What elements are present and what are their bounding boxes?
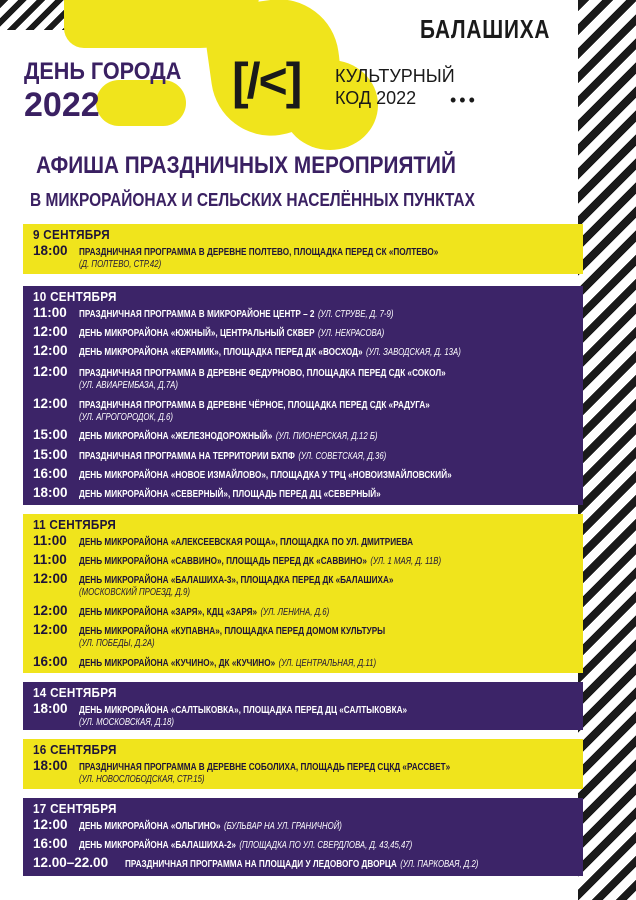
event-description: ДЕНЬ МИКРОРАЙОНА «ОЛЬГИНО»: [79, 820, 221, 832]
day-block: [23, 798, 583, 876]
poster-subtitle: В МИКРОРАЙОНАХ И СЕЛЬСКИХ НАСЕЛЁННЫХ ПУНКТАХ: [30, 190, 475, 210]
event-description: ДЕНЬ МИКРОРАЙОНА «НОВОЕ ИЗМАЙЛОВО», ПЛОЩАДКА У ТРЦ «НОВОИЗМАЙЛОВСКИЙ»: [79, 469, 452, 481]
day-date: 10 СЕНТЯБРЯ: [33, 289, 117, 304]
event-address: (МОСКОВСКИЙ ПРОЕЗД, Д.9): [79, 587, 190, 598]
event-row: 12:00 ДЕНЬ МИКРОРАЙОНА «ОЛЬГИНО» (БУЛЬВАР НА УЛ. ГРАНИЧНОЙ): [33, 817, 342, 832]
event-address: (УЛ. 1 МАЯ, Д. 11В): [370, 556, 442, 567]
event-description: ПРАЗДНИЧНАЯ ПРОГРАММА В ДЕРЕВНЕ ЧЁРНОЕ, ПЛОЩАДКА ПЕРЕД СДК «РАДУГА»: [79, 399, 430, 411]
day-block: [23, 224, 583, 274]
event-description: ДЕНЬ МИКРОРАЙОНА «ЮЖНЫЙ», ЦЕНТРАЛЬНЫЙ СКВЕР: [79, 327, 315, 339]
yellow-shape: [96, 80, 186, 126]
day-block: [23, 739, 583, 789]
event-description: ДЕНЬ МИКРОРАЙОНА «БАЛАШИХА-3», ПЛОЩАДКА ПЕРЕД ДК «БАЛАШИХА»: [79, 574, 394, 586]
event-row: 18:00 ПРАЗДНИЧНАЯ ПРОГРАММА В ДЕРЕВНЕ СОБОЛИХА, ПЛОЩАДЬ ПЕРЕД СЦКД «РАССВЕТ» (УЛ. НОВОСЛОБОДСКАЯ, СТР.15): [33, 758, 451, 785]
event-description: ДЕНЬ МИКРОРАЙОНА «САЛТЫКОВКА», ПЛОЩАДКА ПЕРЕД ДЦ «САЛТЫКОВКА»: [79, 704, 408, 716]
event-description: ДЕНЬ МИКРОРАЙОНА «БАЛАШИХА-2»: [79, 839, 236, 851]
day-block: [23, 286, 583, 505]
event-address: (УЛ. НОВОСЛОБОДСКАЯ, СТР.15): [79, 774, 205, 785]
event-row: 16:00 ДЕНЬ МИКРОРАЙОНА «КУЧИНО», ДК «КУЧИНО» (УЛ. ЦЕНТРАЛЬНАЯ, Д.11): [33, 654, 377, 669]
event-description: ДЕНЬ МИКРОРАЙОНА «КЕРАМИК», ПЛОЩАДКА ПЕРЕД ДК «ВОСХОД»: [79, 346, 363, 358]
event-description: ПРАЗДНИЧНАЯ ПРОГРАММА НА ПЛОЩАДИ У ЛЕДОВОГО ДВОРЦА: [125, 858, 397, 870]
event-row: 16:00 ДЕНЬ МИКРОРАЙОНА «БАЛАШИХА-2» (ПЛОЩАДКА ПО УЛ. СВЕРДЛОВА, Д. 43,45,47): [33, 836, 413, 851]
day-date: 9 СЕНТЯБРЯ: [33, 227, 110, 242]
event-row: 18:00 ДЕНЬ МИКРОРАЙОНА «СЕВЕРНЫЙ», ПЛОЩАДЬ ПЕРЕД ДЦ «СЕВЕРНЫЙ»: [33, 485, 381, 500]
event-address: (УЛ. ПИОНЕРСКАЯ, Д.12 Б): [275, 431, 378, 442]
event-address: (УЛ. СТРУВЕ, Д. 7-9): [317, 309, 394, 320]
event-address: (УЛ. НЕКРАСОВА): [318, 328, 385, 339]
event-description: ДЕНЬ МИКРОРАЙОНА «ЖЕЛЕЗНОДОРОЖНЫЙ»: [79, 430, 273, 442]
event-description: ДЕНЬ МИКРОРАЙОНА «КУЧИНО», ДК «КУЧИНО»: [79, 657, 276, 669]
event-row: 12:00 ПРАЗДНИЧНАЯ ПРОГРАММА В ДЕРЕВНЕ ЧЁРНОЕ, ПЛОЩАДКА ПЕРЕД СДК «РАДУГА» (УЛ. АГРОГОРОДОК, Д.6): [33, 396, 430, 423]
event-row: 15:00 ПРАЗДНИЧНАЯ ПРОГРАММА НА ТЕРРИТОРИИ БХПФ (УЛ. СОВЕТСКАЯ, Д.36): [33, 447, 387, 462]
event-address: (Д. ПОЛТЕВО, СТР.42): [79, 259, 162, 270]
city-name: БАЛАШИХА: [420, 14, 551, 44]
event-address: (ПЛОЩАДКА ПО УЛ. СВЕРДЛОВА, Д. 43,45,47): [239, 840, 413, 851]
event-address: (УЛ. ЦЕНТРАЛЬНАЯ, Д.11): [278, 658, 377, 669]
event-row: 11:00 ДЕНЬ МИКРОРАЙОНА «АЛЕКСЕЕВСКАЯ РОЩА», ПЛОЩАДКА ПО УЛ. ДМИТРИЕВА: [33, 533, 414, 548]
day-date: 17 СЕНТЯБРЯ: [33, 801, 117, 816]
day-block: [23, 514, 583, 673]
event-description: ДЕНЬ МИКРОРАЙОНА «АЛЕКСЕЕВСКАЯ РОЩА», ПЛОЩАДКА ПО УЛ. ДМИТРИЕВА: [79, 536, 414, 548]
culture-code-logo-icon: [/<]: [232, 53, 301, 109]
event-address: (УЛ. ПАРКОВАЯ, Д.2): [400, 859, 479, 870]
event-row: 12:00 ДЕНЬ МИКРОРАЙОНА «ЮЖНЫЙ», ЦЕНТРАЛЬНЫЙ СКВЕР (УЛ. НЕКРАСОВА): [33, 324, 385, 339]
event-address: (БУЛЬВАР НА УЛ. ГРАНИЧНОЙ): [224, 821, 342, 832]
event-row: 15:00 ДЕНЬ МИКРОРАЙОНА «ЖЕЛЕЗНОДОРОЖНЫЙ» (УЛ. ПИОНЕРСКАЯ, Д.12 Б): [33, 427, 378, 442]
event-row: 11:00 ДЕНЬ МИКРОРАЙОНА «САВВИНО», ПЛОЩАДЬ ПЕРЕД ДК «САВВИНО» (УЛ. 1 МАЯ, Д. 11В): [33, 552, 442, 567]
side-stripes: [578, 0, 636, 900]
logo-dots-icon: •••: [450, 90, 478, 110]
event-address: (УЛ. АВИАРЕМБАЗА, Д.7А): [79, 380, 178, 391]
event-description: ДЕНЬ МИКРОРАЙОНА «СЕВЕРНЫЙ», ПЛОЩАДЬ ПЕРЕД ДЦ «СЕВЕРНЫЙ»: [79, 488, 381, 500]
logo-text-line1: КУЛЬТУРНЫЙ: [335, 66, 455, 86]
event-address: (УЛ. СОВЕТСКАЯ, Д.36): [298, 451, 387, 462]
day-date: 16 СЕНТЯБРЯ: [33, 742, 117, 757]
event-row: 12:00 ДЕНЬ МИКРОРАЙОНА «БАЛАШИХА-3», ПЛОЩАДКА ПЕРЕД ДК «БАЛАШИХА» (МОСКОВСКИЙ ПРОЕЗД, Д.9): [33, 571, 394, 598]
poster-title: АФИША ПРАЗДНИЧНЫХ МЕРОПРИЯТИЙ: [36, 152, 456, 179]
logo-text-line2: КОД 2022: [335, 88, 417, 108]
event-address: (УЛ. МОСКОВСКАЯ, Д.18): [79, 717, 174, 728]
event-row: 11:00 ПРАЗДНИЧНАЯ ПРОГРАММА В МИКРОРАЙОНЕ ЦЕНТР – 2 (УЛ. СТРУВЕ, Д. 7-9): [33, 305, 394, 320]
event-address: (УЛ. ЗАВОДСКАЯ, Д. 13А): [366, 347, 461, 358]
event-row: 18:00 ДЕНЬ МИКРОРАЙОНА «САЛТЫКОВКА», ПЛОЩАДКА ПЕРЕД ДЦ «САЛТЫКОВКА» (УЛ. МОСКОВСКАЯ, Д.18): [33, 701, 408, 728]
event-description: ПРАЗДНИЧНАЯ ПРОГРАММА НА ТЕРРИТОРИИ БХПФ: [79, 450, 295, 462]
event-description: ПРАЗДНИЧНАЯ ПРОГРАММА В ДЕРЕВНЕ ПОЛТЕВО, ПЛОЩАДКА ПЕРЕД СК «ПОЛТЕВО»: [79, 246, 439, 258]
event-row: 12:00 ПРАЗДНИЧНАЯ ПРОГРАММА В ДЕРЕВНЕ ФЕДУРНОВО, ПЛОЩАДКА ПЕРЕД СДК «СОКОЛ» (УЛ. АВИАРЕМБАЗА, Д.7А): [33, 364, 446, 391]
event-row: 12.00–22.00 ПРАЗДНИЧНАЯ ПРОГРАММА НА ПЛОЩАДИ У ЛЕДОВОГО ДВОРЦА (УЛ. ПАРКОВАЯ, Д.2): [33, 855, 479, 870]
day-title: ДЕНЬ ГОРОДА: [24, 58, 182, 85]
day-date: 14 СЕНТЯБРЯ: [33, 685, 117, 700]
event-description: ПРАЗДНИЧНАЯ ПРОГРАММА В ДЕРЕВНЕ ФЕДУРНОВО, ПЛОЩАДКА ПЕРЕД СДК «СОКОЛ»: [79, 367, 446, 379]
event-description: ДЕНЬ МИКРОРАЙОНА «КУПАВНА», ПЛОЩАДКА ПЕРЕД ДОМОМ КУЛЬТУРЫ: [79, 625, 386, 637]
event-address: (УЛ. АГРОГОРОДОК, Д.6): [79, 412, 173, 423]
event-description: ДЕНЬ МИКРОРАЙОНА «ЗАРЯ», КДЦ «ЗАРЯ»: [79, 606, 258, 618]
event-description: ПРАЗДНИЧНАЯ ПРОГРАММА В МИКРОРАЙОНЕ ЦЕНТР – 2: [79, 308, 315, 320]
event-row: 12:00 ДЕНЬ МИКРОРАЙОНА «КУПАВНА», ПЛОЩАДКА ПЕРЕД ДОМОМ КУЛЬТУРЫ (УЛ. ПОБЕДЫ, Д.2А): [33, 622, 386, 649]
event-row: 12:00 ДЕНЬ МИКРОРАЙОНА «ЗАРЯ», КДЦ «ЗАРЯ» (УЛ. ЛЕНИНА, Д.6): [33, 603, 330, 618]
event-row: 18:00 ПРАЗДНИЧНАЯ ПРОГРАММА В ДЕРЕВНЕ ПОЛТЕВО, ПЛОЩАДКА ПЕРЕД СК «ПОЛТЕВО» (Д. ПОЛТЕВО, СТР.42): [33, 243, 439, 270]
day-date: 11 СЕНТЯБРЯ: [33, 517, 117, 532]
event-description: ПРАЗДНИЧНАЯ ПРОГРАММА В ДЕРЕВНЕ СОБОЛИХА, ПЛОЩАДЬ ПЕРЕД СЦКД «РАССВЕТ»: [79, 761, 451, 773]
event-address: (УЛ. ПОБЕДЫ, Д.2А): [79, 638, 155, 649]
event-row: 16:00 ДЕНЬ МИКРОРАЙОНА «НОВОЕ ИЗМАЙЛОВО», ПЛОЩАДКА У ТРЦ «НОВОИЗМАЙЛОВСКИЙ»: [33, 466, 452, 481]
year: 2022: [24, 86, 100, 124]
event-description: ДЕНЬ МИКРОРАЙОНА «САВВИНО», ПЛОЩАДЬ ПЕРЕД ДК «САВВИНО»: [79, 555, 367, 567]
event-address: (УЛ. ЛЕНИНА, Д.6): [260, 607, 330, 618]
event-row: 12:00 ДЕНЬ МИКРОРАЙОНА «КЕРАМИК», ПЛОЩАДКА ПЕРЕД ДК «ВОСХОД» (УЛ. ЗАВОДСКАЯ, Д. 13А): [33, 343, 461, 358]
day-block: [23, 682, 583, 730]
